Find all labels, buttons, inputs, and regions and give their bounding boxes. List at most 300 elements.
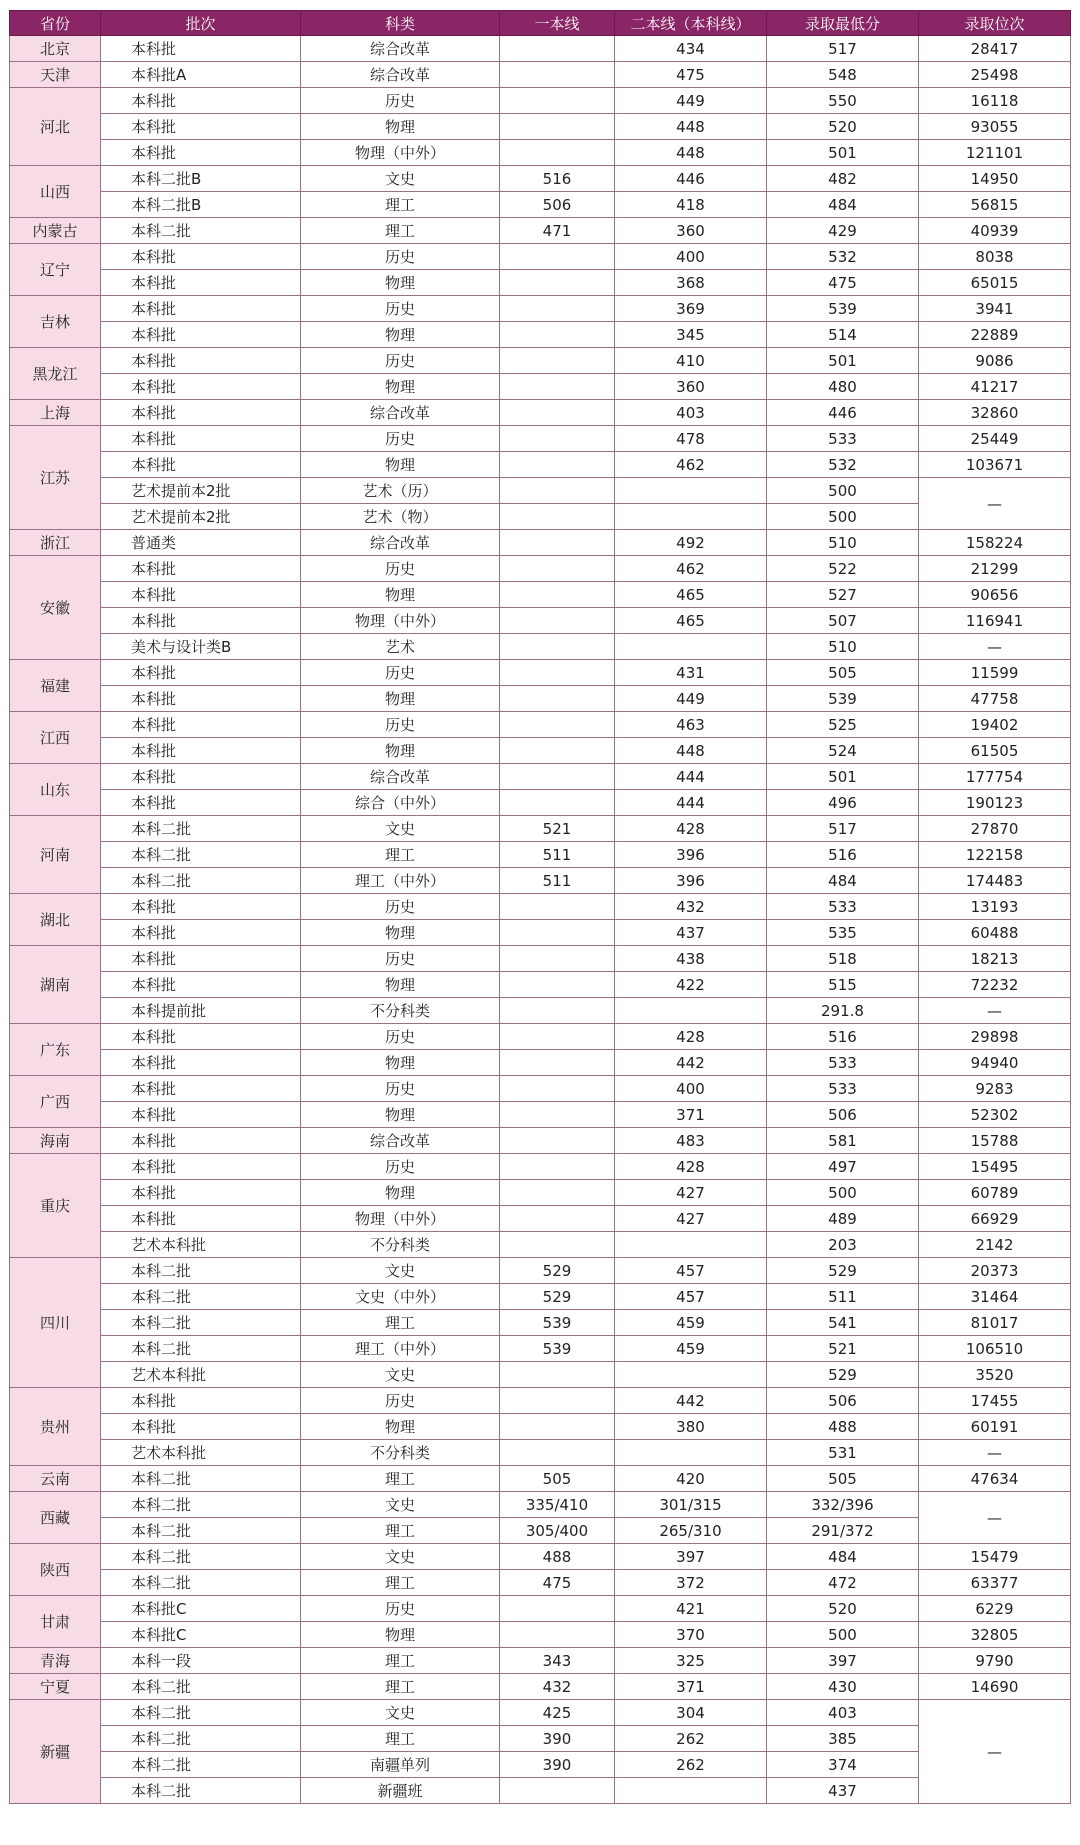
- min-score-cell: 522: [767, 556, 919, 582]
- tier1-line-cell: 305/400: [500, 1518, 615, 1544]
- tier2-line-cell: 360: [615, 374, 767, 400]
- tier2-line-cell: 262: [615, 1752, 767, 1778]
- table-row: [10, 1544, 1071, 1570]
- tier1-line-cell: [500, 582, 615, 608]
- tier1-line-cell: [500, 1206, 615, 1232]
- category-cell: 物理: [301, 738, 500, 764]
- batch-cell: 本科批: [101, 1128, 301, 1154]
- min-score-cell: 529: [767, 1362, 919, 1388]
- table-row: [10, 270, 1071, 296]
- table-row: [10, 1414, 1071, 1440]
- province-cell: 湖南: [10, 946, 101, 1024]
- rank-cell: 60191: [919, 1414, 1071, 1440]
- header-tier1-line: 一本线: [500, 11, 615, 36]
- tier1-line-cell: [500, 140, 615, 166]
- table-row: [10, 1570, 1071, 1596]
- min-score-cell: 291.8: [767, 998, 919, 1024]
- category-cell: 综合改革: [301, 400, 500, 426]
- rank-cell: 122158: [919, 842, 1071, 868]
- header-tier2-line: 二本线（本科线）: [615, 11, 767, 36]
- tier1-line-cell: 539: [500, 1310, 615, 1336]
- batch-cell: 本科二批: [101, 1310, 301, 1336]
- tier2-line-cell: 434: [615, 36, 767, 62]
- category-cell: 历史: [301, 244, 500, 270]
- tier1-line-cell: [500, 36, 615, 62]
- tier1-line-cell: [500, 1362, 615, 1388]
- rank-cell: 14950: [919, 166, 1071, 192]
- table-row: [10, 868, 1071, 894]
- rank-cell: 21299: [919, 556, 1071, 582]
- rank-cell: 32805: [919, 1622, 1071, 1648]
- province-cell: 江苏: [10, 426, 101, 530]
- table-row: [10, 1648, 1071, 1674]
- tier1-line-cell: 516: [500, 166, 615, 192]
- min-score-cell: 539: [767, 686, 919, 712]
- header-min-score: 录取最低分: [767, 11, 919, 36]
- category-cell: 综合改革: [301, 1128, 500, 1154]
- table-row: [10, 1336, 1071, 1362]
- province-cell: 黑龙江: [10, 348, 101, 400]
- province-cell: 上海: [10, 400, 101, 426]
- min-score-cell: 501: [767, 140, 919, 166]
- category-cell: 物理: [301, 1180, 500, 1206]
- table-row: [10, 322, 1071, 348]
- table-row: [10, 946, 1071, 972]
- min-score-cell: 532: [767, 244, 919, 270]
- tier2-line-cell: 465: [615, 608, 767, 634]
- rank-cell: 56815: [919, 192, 1071, 218]
- rank-cell: 116941: [919, 608, 1071, 634]
- rank-cell: 17455: [919, 1388, 1071, 1414]
- rank-cell: 28417: [919, 36, 1071, 62]
- tier2-line-cell: 437: [615, 920, 767, 946]
- tier1-line-cell: 521: [500, 816, 615, 842]
- table-row: [10, 296, 1071, 322]
- tier2-line-cell: 444: [615, 764, 767, 790]
- batch-cell: 本科批: [101, 582, 301, 608]
- category-cell: 物理: [301, 1414, 500, 1440]
- min-score-cell: 521: [767, 1336, 919, 1362]
- rank-cell: 9283: [919, 1076, 1071, 1102]
- min-score-cell: 506: [767, 1102, 919, 1128]
- tier2-line-cell: 428: [615, 1154, 767, 1180]
- batch-cell: 艺术提前本2批: [101, 478, 301, 504]
- category-cell: 文史: [301, 1362, 500, 1388]
- province-cell: 云南: [10, 1466, 101, 1492]
- province-cell: 西藏: [10, 1492, 101, 1544]
- table-body: [10, 36, 1071, 1804]
- tier1-line-cell: [500, 114, 615, 140]
- category-cell: 不分科类: [301, 998, 500, 1024]
- tier1-line-cell: [500, 1440, 615, 1466]
- tier2-line-cell: 483: [615, 1128, 767, 1154]
- tier1-line-cell: [500, 270, 615, 296]
- min-score-cell: 548: [767, 62, 919, 88]
- table-row: [10, 114, 1071, 140]
- batch-cell: 本科提前批: [101, 998, 301, 1024]
- batch-cell: 本科批: [101, 270, 301, 296]
- batch-cell: 本科批: [101, 348, 301, 374]
- tier1-line-cell: [500, 88, 615, 114]
- rank-cell: 61505: [919, 738, 1071, 764]
- table-row: [10, 1128, 1071, 1154]
- category-cell: 理工: [301, 1466, 500, 1492]
- batch-cell: 本科批: [101, 712, 301, 738]
- table-row: [10, 88, 1071, 114]
- tier2-line-cell: 265/310: [615, 1518, 767, 1544]
- table-row: [10, 1466, 1071, 1492]
- tier2-line-cell: 462: [615, 556, 767, 582]
- table-row: [10, 1518, 1071, 1544]
- tier1-line-cell: [500, 296, 615, 322]
- min-score-cell: 516: [767, 1024, 919, 1050]
- tier1-line-cell: [500, 1102, 615, 1128]
- category-cell: 物理: [301, 374, 500, 400]
- min-score-cell: 500: [767, 1622, 919, 1648]
- category-cell: 理工: [301, 1570, 500, 1596]
- tier2-line-cell: 444: [615, 790, 767, 816]
- tier1-line-cell: [500, 660, 615, 686]
- rank-cell: 121101: [919, 140, 1071, 166]
- tier2-line-cell: 403: [615, 400, 767, 426]
- batch-cell: 本科批: [101, 374, 301, 400]
- min-score-cell: 510: [767, 634, 919, 660]
- tier2-line-cell: [615, 634, 767, 660]
- tier1-line-cell: 475: [500, 1570, 615, 1596]
- batch-cell: 本科批: [101, 920, 301, 946]
- table-row: [10, 1778, 1071, 1804]
- rank-cell: 103671: [919, 452, 1071, 478]
- category-cell: 物理: [301, 1102, 500, 1128]
- province-cell: 江西: [10, 712, 101, 764]
- province-cell: 河南: [10, 816, 101, 894]
- tier2-line-cell: 370: [615, 1622, 767, 1648]
- tier2-line-cell: 478: [615, 426, 767, 452]
- min-score-cell: 518: [767, 946, 919, 972]
- min-score-cell: 505: [767, 1466, 919, 1492]
- tier1-line-cell: 506: [500, 192, 615, 218]
- batch-cell: 本科二批: [101, 1778, 301, 1804]
- province-cell: 甘肃: [10, 1596, 101, 1648]
- category-cell: 文史: [301, 816, 500, 842]
- table-row: [10, 1674, 1071, 1700]
- min-score-cell: 475: [767, 270, 919, 296]
- category-cell: 艺术: [301, 634, 500, 660]
- rank-cell: —: [919, 998, 1071, 1024]
- min-score-cell: 500: [767, 504, 919, 530]
- tier1-line-cell: [500, 608, 615, 634]
- min-score-cell: 484: [767, 192, 919, 218]
- tier1-line-cell: 425: [500, 1700, 615, 1726]
- tier2-line-cell: 442: [615, 1388, 767, 1414]
- rank-cell: 3941: [919, 296, 1071, 322]
- tier1-line-cell: 343: [500, 1648, 615, 1674]
- table-row: [10, 790, 1071, 816]
- tier2-line-cell: 368: [615, 270, 767, 296]
- batch-cell: 本科批: [101, 764, 301, 790]
- table-row: [10, 816, 1071, 842]
- min-score-cell: 507: [767, 608, 919, 634]
- table-row: [10, 192, 1071, 218]
- category-cell: 历史: [301, 1154, 500, 1180]
- table-row: [10, 1388, 1071, 1414]
- table-row: [10, 400, 1071, 426]
- tier1-line-cell: [500, 244, 615, 270]
- category-cell: 历史: [301, 894, 500, 920]
- min-score-cell: 397: [767, 1648, 919, 1674]
- tier1-line-cell: 488: [500, 1544, 615, 1570]
- province-cell: 新疆: [10, 1700, 101, 1804]
- min-score-cell: 496: [767, 790, 919, 816]
- tier2-line-cell: 371: [615, 1102, 767, 1128]
- table-row: [10, 530, 1071, 556]
- rank-cell: 60488: [919, 920, 1071, 946]
- tier1-line-cell: [500, 998, 615, 1024]
- tier1-line-cell: [500, 1778, 615, 1804]
- min-score-cell: 514: [767, 322, 919, 348]
- min-score-cell: 541: [767, 1310, 919, 1336]
- category-cell: 历史: [301, 946, 500, 972]
- tier2-line-cell: 380: [615, 1414, 767, 1440]
- category-cell: 理工: [301, 218, 500, 244]
- category-cell: 物理: [301, 114, 500, 140]
- min-score-cell: 520: [767, 114, 919, 140]
- batch-cell: 本科批C: [101, 1596, 301, 1622]
- min-score-cell: 515: [767, 972, 919, 998]
- batch-cell: 艺术本科批: [101, 1362, 301, 1388]
- batch-cell: 本科批: [101, 322, 301, 348]
- batch-cell: 艺术提前本2批: [101, 504, 301, 530]
- batch-cell: 本科二批: [101, 842, 301, 868]
- tier2-line-cell: 301/315: [615, 1492, 767, 1518]
- category-cell: 文史: [301, 1544, 500, 1570]
- min-score-cell: 524: [767, 738, 919, 764]
- batch-cell: 本科二批: [101, 1544, 301, 1570]
- min-score-cell: 484: [767, 868, 919, 894]
- tier2-line-cell: 400: [615, 244, 767, 270]
- category-cell: 综合改革: [301, 62, 500, 88]
- tier2-line-cell: 418: [615, 192, 767, 218]
- min-score-cell: 480: [767, 374, 919, 400]
- tier2-line-cell: 396: [615, 868, 767, 894]
- tier1-line-cell: [500, 1128, 615, 1154]
- category-cell: 历史: [301, 556, 500, 582]
- header-category: 科类: [301, 11, 500, 36]
- rank-cell: 60789: [919, 1180, 1071, 1206]
- rank-cell: 52302: [919, 1102, 1071, 1128]
- batch-cell: 本科批: [101, 894, 301, 920]
- province-cell: 广东: [10, 1024, 101, 1076]
- min-score-cell: 484: [767, 1544, 919, 1570]
- table-row: [10, 1154, 1071, 1180]
- tier2-line-cell: 345: [615, 322, 767, 348]
- table-row: [10, 582, 1071, 608]
- table-row: [10, 452, 1071, 478]
- table-row: [10, 1102, 1071, 1128]
- batch-cell: 本科批: [101, 296, 301, 322]
- batch-cell: 本科批: [101, 738, 301, 764]
- tier2-line-cell: 438: [615, 946, 767, 972]
- tier1-line-cell: [500, 1180, 615, 1206]
- tier2-line-cell: 449: [615, 88, 767, 114]
- table-row: [10, 1206, 1071, 1232]
- category-cell: 南疆单列: [301, 1752, 500, 1778]
- min-score-cell: 497: [767, 1154, 919, 1180]
- batch-cell: 本科二批: [101, 868, 301, 894]
- min-score-cell: 203: [767, 1232, 919, 1258]
- batch-cell: 本科二批: [101, 1492, 301, 1518]
- tier2-line-cell: [615, 1778, 767, 1804]
- tier2-line-cell: 449: [615, 686, 767, 712]
- rank-cell: 174483: [919, 868, 1071, 894]
- rank-cell: 177754: [919, 764, 1071, 790]
- tier1-line-cell: [500, 1024, 615, 1050]
- tier2-line-cell: 422: [615, 972, 767, 998]
- tier2-line-cell: 396: [615, 842, 767, 868]
- tier1-line-cell: [500, 764, 615, 790]
- tier2-line-cell: 457: [615, 1258, 767, 1284]
- tier2-line-cell: 369: [615, 296, 767, 322]
- category-cell: 物理（中外）: [301, 1206, 500, 1232]
- batch-cell: 本科批: [101, 140, 301, 166]
- batch-cell: 本科批: [101, 426, 301, 452]
- rank-cell: 3520: [919, 1362, 1071, 1388]
- rank-cell: 8038: [919, 244, 1071, 270]
- tier1-line-cell: [500, 1050, 615, 1076]
- tier1-line-cell: [500, 712, 615, 738]
- table-row: [10, 894, 1071, 920]
- tier2-line-cell: 448: [615, 738, 767, 764]
- category-cell: 物理（中外）: [301, 140, 500, 166]
- batch-cell: 本科二批: [101, 1700, 301, 1726]
- batch-cell: 本科二批: [101, 1518, 301, 1544]
- header-batch: 批次: [101, 11, 301, 36]
- tier2-line-cell: 457: [615, 1284, 767, 1310]
- province-cell: 辽宁: [10, 244, 101, 296]
- batch-cell: 本科一段: [101, 1648, 301, 1674]
- rank-cell: 40939: [919, 218, 1071, 244]
- tier1-line-cell: 511: [500, 868, 615, 894]
- min-score-cell: 446: [767, 400, 919, 426]
- min-score-cell: 533: [767, 894, 919, 920]
- category-cell: 文史: [301, 1492, 500, 1518]
- tier1-line-cell: [500, 634, 615, 660]
- rank-cell: 66929: [919, 1206, 1071, 1232]
- table-row: [10, 348, 1071, 374]
- tier1-line-cell: [500, 946, 615, 972]
- tier1-line-cell: [500, 1622, 615, 1648]
- batch-cell: 本科二批: [101, 1570, 301, 1596]
- category-cell: 物理: [301, 582, 500, 608]
- batch-cell: 本科批: [101, 686, 301, 712]
- rank-cell: 9790: [919, 1648, 1071, 1674]
- tier2-line-cell: 459: [615, 1336, 767, 1362]
- admission-scores-table-container: [9, 10, 1070, 1804]
- table-row: [10, 1310, 1071, 1336]
- rank-cell: 25449: [919, 426, 1071, 452]
- rank-cell: 11599: [919, 660, 1071, 686]
- tier2-line-cell: 432: [615, 894, 767, 920]
- batch-cell: 本科二批: [101, 218, 301, 244]
- batch-cell: 本科二批: [101, 816, 301, 842]
- tier2-line-cell: 410: [615, 348, 767, 374]
- tier1-line-cell: [500, 1414, 615, 1440]
- tier1-line-cell: [500, 1596, 615, 1622]
- min-score-cell: 501: [767, 764, 919, 790]
- rank-cell: 18213: [919, 946, 1071, 972]
- rank-cell: 31464: [919, 1284, 1071, 1310]
- table-row: [10, 478, 1071, 504]
- rank-cell: 90656: [919, 582, 1071, 608]
- rank-cell: —: [919, 1492, 1071, 1544]
- tier2-line-cell: 492: [615, 530, 767, 556]
- tier1-line-cell: [500, 894, 615, 920]
- category-cell: 综合改革: [301, 530, 500, 556]
- province-cell: 吉林: [10, 296, 101, 348]
- category-cell: 综合（中外）: [301, 790, 500, 816]
- province-cell: 贵州: [10, 1388, 101, 1466]
- batch-cell: 本科二批B: [101, 166, 301, 192]
- rank-cell: 158224: [919, 530, 1071, 556]
- rank-cell: 81017: [919, 1310, 1071, 1336]
- category-cell: 理工: [301, 1518, 500, 1544]
- rank-cell: 47634: [919, 1466, 1071, 1492]
- table-row: [10, 608, 1071, 634]
- rank-cell: 47758: [919, 686, 1071, 712]
- category-cell: 理工: [301, 842, 500, 868]
- tier1-line-cell: [500, 738, 615, 764]
- tier2-line-cell: 360: [615, 218, 767, 244]
- category-cell: 不分科类: [301, 1440, 500, 1466]
- tier1-line-cell: [500, 426, 615, 452]
- rank-cell: 9086: [919, 348, 1071, 374]
- batch-cell: 本科批: [101, 972, 301, 998]
- tier1-line-cell: [500, 1388, 615, 1414]
- tier1-line-cell: [500, 1076, 615, 1102]
- tier1-line-cell: [500, 62, 615, 88]
- category-cell: 历史: [301, 426, 500, 452]
- tier2-line-cell: [615, 1440, 767, 1466]
- batch-cell: 艺术本科批: [101, 1440, 301, 1466]
- batch-cell: 本科批: [101, 946, 301, 972]
- table-row: [10, 998, 1071, 1024]
- tier2-line-cell: 462: [615, 452, 767, 478]
- tier2-line-cell: 420: [615, 1466, 767, 1492]
- min-score-cell: 385: [767, 1726, 919, 1752]
- category-cell: 理工: [301, 1674, 500, 1700]
- table-row: [10, 738, 1071, 764]
- min-score-cell: 472: [767, 1570, 919, 1596]
- rank-cell: 94940: [919, 1050, 1071, 1076]
- table-row: [10, 244, 1071, 270]
- table-row: [10, 1232, 1071, 1258]
- category-cell: 历史: [301, 660, 500, 686]
- batch-cell: 本科批C: [101, 1622, 301, 1648]
- tier2-line-cell: 371: [615, 1674, 767, 1700]
- min-score-cell: 500: [767, 1180, 919, 1206]
- category-cell: 理工: [301, 1648, 500, 1674]
- category-cell: 理工（中外）: [301, 1336, 500, 1362]
- batch-cell: 本科二批: [101, 1752, 301, 1778]
- tier2-line-cell: 448: [615, 114, 767, 140]
- category-cell: 理工（中外）: [301, 868, 500, 894]
- tier2-line-cell: 465: [615, 582, 767, 608]
- tier2-line-cell: [615, 478, 767, 504]
- table-row: [10, 426, 1071, 452]
- tier1-line-cell: 539: [500, 1336, 615, 1362]
- category-cell: 不分科类: [301, 1232, 500, 1258]
- rank-cell: 25498: [919, 62, 1071, 88]
